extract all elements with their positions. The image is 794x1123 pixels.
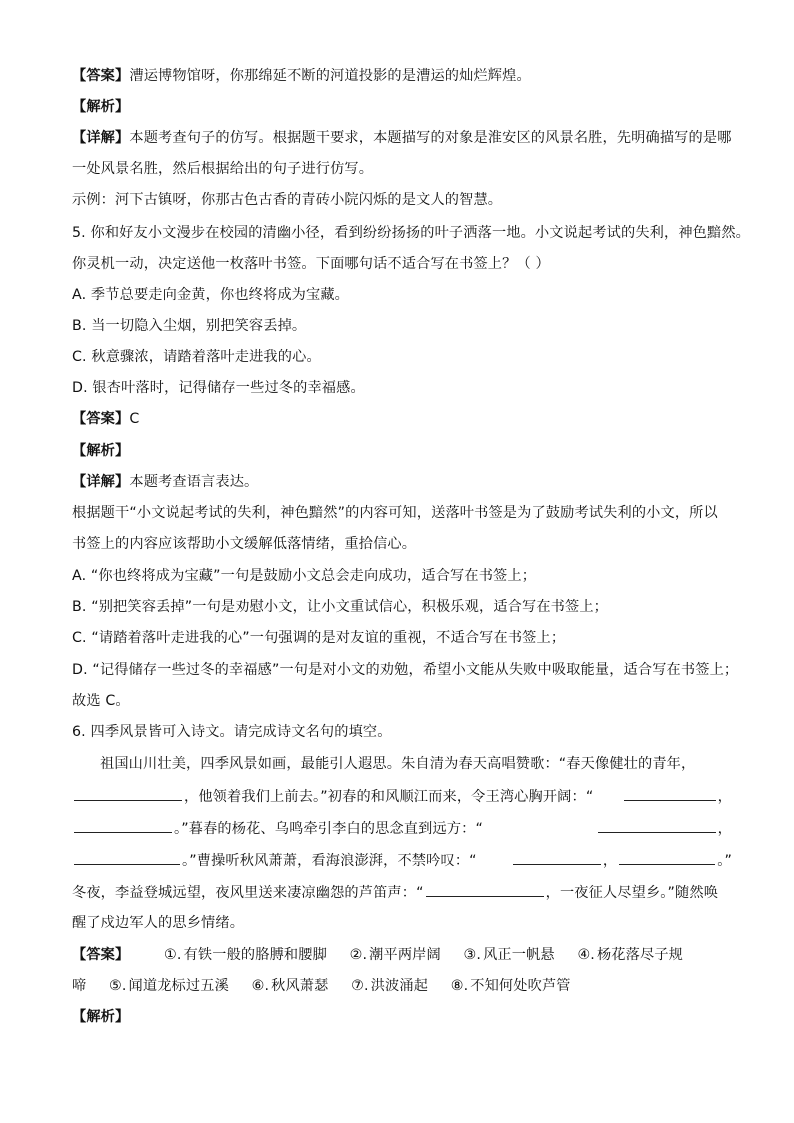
answer-item-2: ②. 潮平两岸阔 bbox=[349, 947, 441, 963]
answer-line bbox=[72, 409, 732, 429]
fill-seg: ， bbox=[596, 818, 732, 839]
option-c: C. 秋意骤浓，请踏着落叶走进我的心。 bbox=[72, 349, 321, 365]
explain-d: D. “记得储存一些过冬的幸福感”一句是对小文的劝勉，希望小文能从失败中吸取能量，适合写在书签上； bbox=[72, 662, 739, 678]
answer-tag: 【答案】 bbox=[72, 411, 130, 427]
answer-item-5: ⑤. 闻道龙标过五溪 bbox=[109, 978, 229, 994]
detail-line bbox=[72, 472, 732, 492]
analysis-line bbox=[72, 441, 732, 461]
fill-blank-5[interactable] bbox=[74, 850, 180, 865]
fill-line: 冬夜，李益登城远望，夜风里送来凄凉幽怨的芦笛声：“ ，一夜征人尽望乡。”随然唤 bbox=[72, 882, 732, 903]
text-line: 示例：河下古镇呀，你那古色古香的青砖小院闪烁的是文人的智慧。 bbox=[72, 192, 503, 208]
fill-seg: ， bbox=[622, 786, 732, 807]
detail-text: 本题考查句子的仿写。根据题干要求，本题描写的对象是淮安区的风景名胜，先明确描写的是哪 bbox=[129, 130, 732, 146]
answer-item-4-cont: 啼 bbox=[72, 978, 87, 994]
answer-tag: 【答案】 bbox=[72, 947, 130, 963]
fill-seg: 。”曹操听秋风萧萧，看海浪澎湃，不禁吟叹：“ bbox=[72, 850, 477, 871]
answer-item-6: ⑥. 秋风萧瑟 bbox=[251, 978, 329, 994]
fill-blank-8[interactable] bbox=[426, 882, 544, 897]
text-line: 醒了戍边军人的思乡情绪。 bbox=[72, 915, 245, 931]
analysis-tag: 【解析】 bbox=[72, 1009, 130, 1025]
fill-line bbox=[72, 818, 732, 839]
answer-item-4: ④. 杨花落尽子规 bbox=[577, 947, 683, 963]
explain-c: C. “请踏着落叶走进我的心”一句强调的是对友谊的重视，不适合写在书签上； bbox=[72, 630, 566, 646]
question-5-line: 5. 你和好友小文漫步在校园的清幽小径，看到纷纷扬扬的叶子洒落一地。小文说起考试的失利，神色黯然。 bbox=[72, 225, 751, 241]
text-line: 一处风景名胜，然后根据给出的句子进行仿写。 bbox=[72, 161, 374, 177]
analysis-tag: 【解析】 bbox=[72, 99, 130, 115]
fill-line bbox=[72, 786, 732, 807]
text-line: 故选 C。 bbox=[72, 693, 130, 709]
answer-line-cont bbox=[72, 976, 732, 996]
text-line: 祖国山川壮美，四季风景如画，最能引人遐思。朱自清为春天高唱赞歌：“春天像健壮的青年， bbox=[100, 756, 696, 772]
fill-blank-1[interactable] bbox=[74, 786, 182, 801]
answer-text: C bbox=[129, 411, 140, 427]
fill-blank-2[interactable] bbox=[624, 786, 716, 801]
fill-seg: ， 。” bbox=[511, 850, 732, 871]
fill-line bbox=[72, 850, 732, 871]
option-d: D. 银杏叶落时，记得储存一些过冬的幸福感。 bbox=[72, 380, 365, 396]
fill-blank-6[interactable] bbox=[513, 850, 601, 865]
answer-item-8: ⑧. 不知何处吹芦管 bbox=[450, 978, 571, 994]
detail-line bbox=[72, 128, 732, 148]
text-line: 书签上的内容应该帮助小文缓解低落情绪，重拾信心。 bbox=[72, 536, 417, 552]
text-line: 根据题干“小文说起考试的失利，神色黯然”的内容可知，送落叶书签是为了鼓励考试失利的小文，所以 bbox=[72, 505, 718, 521]
analysis-line bbox=[72, 97, 732, 117]
answer-text: 漕运博物馆呀，你那绵延不断的河道投影的是漕运的灿烂辉煌。 bbox=[129, 68, 531, 84]
answer-item-1: ①. 有铁一般的胳膊和腰脚 bbox=[164, 947, 327, 963]
answer-item-7: ⑦. 洪波涌起 bbox=[351, 978, 429, 994]
detail-tag: 【详解】 bbox=[72, 474, 130, 490]
fill-blank-4[interactable] bbox=[598, 818, 716, 833]
option-b: B. 当一切隐入尘烟，别把笑容丢掉。 bbox=[72, 318, 307, 334]
explain-a: A. “你也终将成为宝藏”一句是鼓励小文总会走向成功，适合写在书签上； bbox=[72, 568, 537, 584]
fill-blank-3[interactable] bbox=[74, 818, 172, 833]
explain-b: B. “别把笑容丢掉”一句是劝慰小文，让小文重试信心，积极乐观，适合写在书签上； bbox=[72, 599, 609, 615]
fill-seg: ，他领着我们上前去。”初春的和风顺江而来，令王湾心胸开阔：“ bbox=[72, 786, 593, 807]
fill-blank-7[interactable] bbox=[619, 850, 715, 865]
answer-item-3: ③. 风正一帆悬 bbox=[463, 947, 555, 963]
text-line: 你灵机一动，决定送他一枚落叶书签。下面哪句话不适合写在书签上？（ ） bbox=[72, 256, 550, 272]
answer-tag: 【答案】 bbox=[72, 68, 130, 84]
detail-text: 本题考查语言表达。 bbox=[129, 474, 259, 490]
answer-line bbox=[72, 945, 732, 965]
analysis-line bbox=[72, 1007, 732, 1027]
detail-tag: 【详解】 bbox=[72, 130, 130, 146]
fill-seg: 。”暮春的杨花、乌鸣牵引李白的思念直到远方：“ bbox=[72, 818, 483, 839]
question-6-line: 6. 四季风景皆可入诗文。请完成诗文名句的填空。 bbox=[72, 724, 392, 740]
option-a: A. 季节总要走向金黄，你也终将成为宝藏。 bbox=[72, 287, 350, 303]
answer-line bbox=[72, 66, 732, 86]
analysis-tag: 【解析】 bbox=[72, 443, 130, 459]
